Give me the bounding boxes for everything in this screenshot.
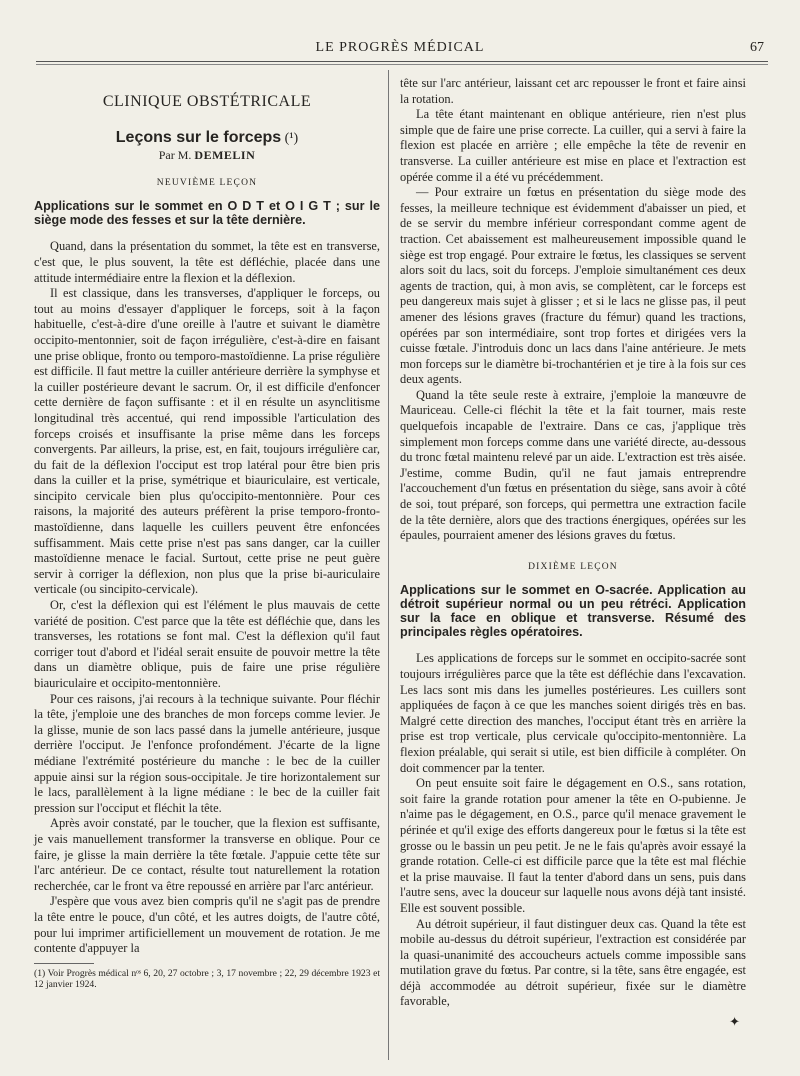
paragraph: Les applications de forceps sur le sommet en occipito-sacrée sont toujours irrégulières parce que la tête est défléchie dans l'excavation. Les lacs sont mis dans les jumelles postérieures. Les cuillers sont appliquées de façon à ce que les manches soient dirigés très en bas. Malgré cette direction des manches, l'occiput étant très en arrière la prise est trop verticale, plus cervicale qu'occipito-mentonnière. La flexion préalable, qui serait si utile, est bien difficile à compléter. On doit commencer par la tenter. (400, 651, 746, 775)
paragraph: Il est classique, dans les transverses, d'appliquer le forceps, ou tout au moins d'essayer d'appliquer le forceps, soit à la façon habituelle, c'est-à-dire d'une oreille à l'autre et suivant le diamètre occipito-mentonnier, soit de façon irrégulière, c'est-à-dire en faisant une prise oblique, fronto ou temporo-mastoïdienne. La prise régulière est difficile. Il faut mettre la cuiller antérieure derrière la symphyse et la cuiller postérieure devant le sacrum. Or, il est difficile d'enfoncer cette dernière de façon suffisante : et il en résulte un asynclitisme longitudinal très accentué, qui rend impossible l'articulation des forceps croisés et insuffisante la prise même dans les forceps convergents. Par ailleurs, la prise, est, en fait, toujours irrégulière car, du fait de la déflexion l'occiput est trop latéral pour être bien pris dans la cuiller et la prise, symétrique et biauriculaire, est verticale, sincipito cervicale bien plus qu'occipito-mentonnière. Pour ces raisons, la majorité des auteurs préfèrent la prise temporo-fronto-mastoïdienne, dans laquelle les cuillers peuvent être enfoncées suffisamment. Mais cette prise n'est pas sans danger, car la cuiller mastoïdienne menace le facial. Surtout, cette prise ne peut guère servir à corriger la déflexion, non plus que la prise bi-auriculaire verticale (ou sincipito-cervicale). (34, 286, 380, 597)
paragraph: J'espère que vous avez bien compris qu'il ne s'agit pas de prendre la tête entre le pouce, d'un côté, et les autres doigts, de l'autre côté, pour lui imprimer artificiellement un mouvement de rotation. Je me contente d'appuyer la (34, 894, 380, 956)
header-rule (36, 61, 768, 62)
left-column (34, 76, 380, 990)
paragraph: Quand, dans la présentation du sommet, la tête est en transverse, c'est que, le plus souvent, la tête est défléchie, placée dans une attitude intermédiaire entre la flexion et la déflexion. (34, 239, 380, 285)
paragraph: Or, c'est la déflexion qui est l'élément le plus mauvais de cette variété de position. C'est parce que la tête est défléchie que, dans les transverses, les rotations se font mal. C'est la déflexion qu'il faut corriger tout d'abord et l'idéal serait ensuite de pouvoir mettre la tête dans un diamètre oblique, puis de faire une prise régulière biauriculaire et occipito-mentonnière. (34, 598, 380, 690)
end-ornament: ✦ (729, 1014, 740, 1030)
journal-title: LE PROGRÈS MÉDICAL (315, 40, 485, 55)
paragraph: La tête étant maintenant en oblique antérieure, rien n'est plus simple que de faire une prise correcte. La cuiller, qui a servi à faire la flexion est placée en arrière ; elle empêche la tête de revenir en transverse. La cuiller antérieure est mise en place et l'extraction est opérée comme il a été vu précédemment. (400, 107, 746, 184)
page-header (0, 38, 800, 58)
lesson-subheading: Applications sur le sommet en O-sacrée. Application au détroit supérieur normal ou un peu rétréci. Application sur la face en oblique et transverse. Résumé des principales règles opératoires. (400, 583, 746, 640)
footnote-rule (34, 963, 94, 964)
author-prefix: Par M. (158, 148, 195, 163)
paragraph: tête sur l'arc antérieur, laissant cet arc repousser le front et faire ainsi la rotation. (400, 76, 746, 106)
paragraph: Pour ces raisons, j'ai recours à la technique suivante. Pour fléchir la tête, j'emploie une des branches de mon forceps comme levier. Je la glisse, munie de son lacs passé dans la jumelle antérieure, jusque derrière l'occiput. Je l'enfonce profondément. J'écarte de la ligne médiane l'extrémité postérieure du manche : le bec de la cuiller appuie ainsi sur la région sous-occipitale. Je tire horizontalement sur le lacs, parallèlement à la ligne médiane : le bec de la cuiller fait pression sur l'occiput et fléchit la tête. (34, 691, 380, 815)
author-line (34, 148, 380, 164)
paragraph: On peut ensuite soit faire le dégagement en O.S., sans rotation, soit faire la grande rotation pour amener la tête en O-pubienne. Je n'aime pas le dégagement, en O.S., parce qu'il menace gravement le périnée et qu'il exige des efforts dangereux pour le fœtus si la tête est grosse ou le bassin un peu petit. Je ne le fais qu'après avoir essayé la grande rotation. Celle-ci est difficile parce que la tête est mal fléchie et la prise mauvaise. Il faut la tenter d'abord dans un sens, puis dans l'autre sens, avec la douceur sur laquelle nous avons déjà tant insisté. Elle est souvent possible. (400, 776, 746, 915)
header-rule-secondary (36, 64, 768, 65)
lesson-number: DIXIÈME LEÇON (528, 561, 618, 572)
paragraph: — Pour extraire un fœtus en présentation du siège mode des fesses, la meilleure technique est évidemment d'abaisser un pied, et de se servir du membre inférieur correspondant comme agent de traction. Cet abaissement est malheureusement impossible quand le siège est trop engagé. Pour extraire le fœtus, les classiques se servent alors soit du lacs, soit du forceps. J'emploie simultanément ces deux agents de traction, qui, à mon avis, se complètent, car le forceps est peu dangereux mais sujet à glisser ; et si le lacs ne glisse pas, il peut amener des lésions graves (fracture du fémur) quand les tractions, opérées par son intermédiaire, sont trop fortes et dirigées vers la cuisse fœtale. J'introduis donc un lacs dans l'aine antérieure. Je mets mon forceps sur le diamètre bi-trochantérien et je tire à la fois sur ces deux agents. (400, 185, 746, 387)
footnote: (1) Voir Progrès médical nᵒˢ 6, 20, 27 octobre ; 3, 17 novembre ; 22, 29 décembre 1923 et 12 janvier 1924. (34, 967, 380, 990)
column-divider (388, 70, 389, 1060)
right-column (400, 76, 746, 1030)
lesson-number: NEUVIÈME LEÇON (156, 177, 258, 188)
page-number: 67 (750, 40, 764, 55)
article-title (34, 130, 380, 147)
lesson-subheading: Applications sur le sommet en O D T et O I G T ; sur le siège mode des fesses et sur la tête dernière. (34, 199, 380, 228)
paragraph: Après avoir constaté, par le toucher, que la flexion est suffisante, je vais manuellement transformer la transverse en oblique. Pour ce faire, je glisse la main derrière la tête fœtale. J'appuie cette tête sur l'arc antérieur. De ce contact, résulte tout naturellement la rotation recherchée, car le front va être repoussé en arrière par l'arc antérieur. (34, 816, 380, 893)
paragraph: Au détroit supérieur, il faut distinguer deux cas. Quand la tête est mobile au-dessus du détroit supérieur, l'extraction est considérée par la quasi-unanimité des accoucheurs actuels comme impossible sans mutilation grave du fœtus. Par contre, si la tête, sans être engagée, est déjà accommodée au détroit supérieur, fixée sur le diamètre favorable, (400, 916, 746, 1009)
section-title: CLINIQUE OBSTÉTRICALE (102, 93, 312, 110)
paragraph: Quand la tête seule reste à extraire, j'emploie la manœuvre de Mauriceau. Celle-ci fléchit la tête et la fait tourner, mais reste quelquefois incapable de l'extraire. Dans ce cas, j'applique très simplement mon forceps comme dans une variété directe, au-dessous du tronc fœtal maintenu relevé par un aide. L'extraction est très aisée. J'estime, comme Budin, qu'il ne faut jamais entreprendre l'accouchement d'un fœtus en présentation du siège, sans avoir à côté de soi, tout préparé, son forceps, qui permettra une extraction facile de la tête dernière, alors que des tractions énergiques, opérées sur les épaules, pourraient amener des lésions graves du fœtus. (400, 387, 746, 543)
article-title-text: Leçons sur le forceps (115, 128, 282, 146)
article-title-note: (¹) (281, 130, 299, 146)
author-name: DEMELIN (194, 148, 256, 163)
